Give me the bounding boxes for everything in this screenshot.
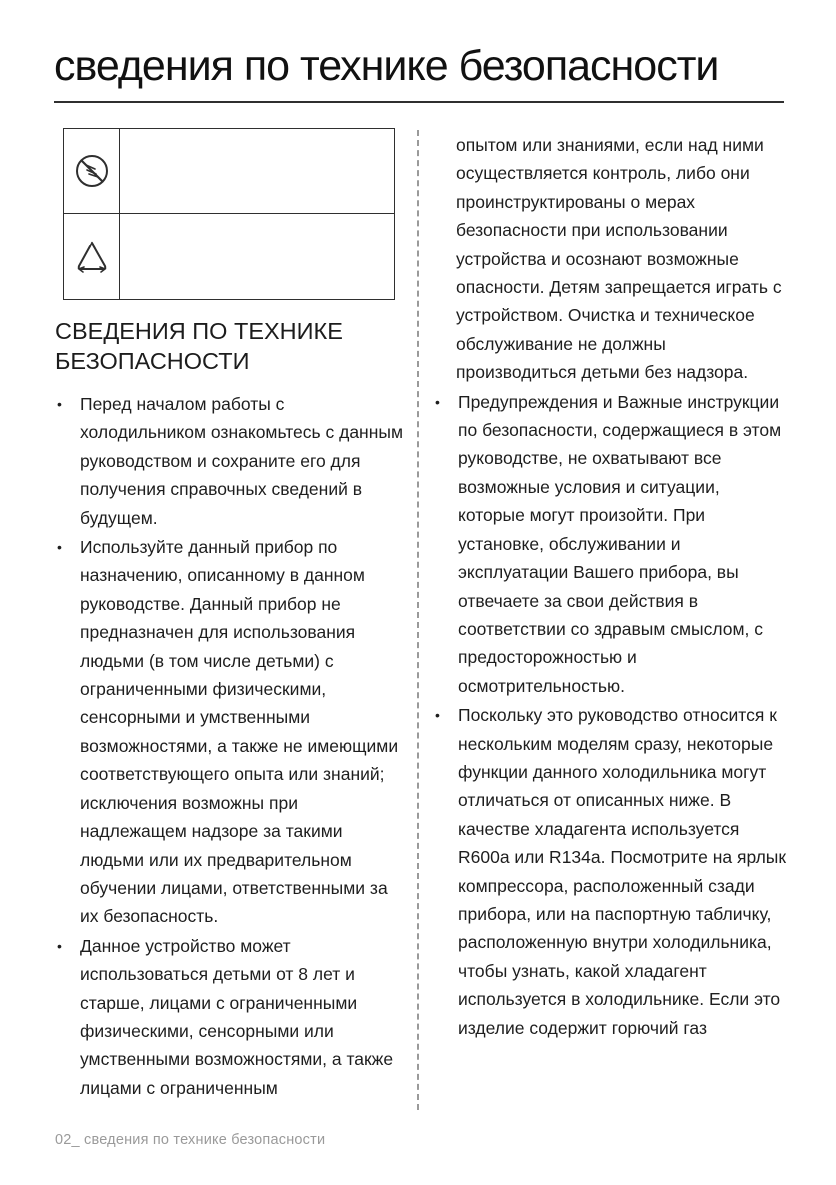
list-item — [433, 388, 789, 700]
bullet-marker: • — [57, 396, 62, 412]
symbol-cell-1 — [64, 129, 120, 214]
bullet-marker: • — [57, 539, 62, 556]
symbol-cell-2 — [64, 214, 120, 299]
section-heading: СВЕДЕНИЯ ПО ТЕХНИКЕ БЕЗОПАСНОСТИ — [55, 318, 343, 374]
list-item-text: Предупреждения и Важные инструкции по безопасности, содержащиеся в этом руководстве, не охватывают все возможные условия и ситуации, которые могут произойти. При установке, обслуживании и эксплуатации Вашего прибора, вы отвечаете за свои действия в соответствии со здравым смыслом, с предосторожностью и осмотрительностью. — [458, 391, 782, 696]
list-item — [55, 932, 405, 1102]
symbol-text-2 — [120, 214, 394, 299]
continuation-text: опытом или знаниями, если над ними осуществляется контроль, либо они проинструктированы о мерах безопасности при использовании устройства и осознают возможные опасности. Детям запрещается играть с устройством. Очистка и техническое обслуживание не должны производиться детьми без надзора. — [456, 135, 782, 383]
recycle-triangle-icon — [70, 236, 114, 278]
symbol-text-1 — [120, 129, 394, 214]
no-disassemble-prohibition-icon — [71, 150, 113, 192]
bullet-marker: • — [435, 393, 440, 410]
page-title: сведения по технике безопасности — [54, 42, 784, 103]
list-item-text: Перед началом работы с холодильником ознакомьтесь с данным руководством и сохраните его для получения справочных сведений в будущем. — [80, 394, 403, 528]
safety-symbols-table — [63, 128, 395, 300]
list-item — [55, 533, 405, 931]
bullet-marker: • — [435, 707, 440, 724]
right-column — [433, 131, 789, 1043]
list-item-text: Используйте данный прибор по назначению, описанному в данном руководстве. Данный прибор не предназначен для использования людьми (в том числе детьми) с ограниченными физическими, сенсорными и умственными возможностями, а также не имеющими соответствующего опыта или знаний; исключения возможны при надлежащем надзоре за такими людьми или их предварительном обучении лицами, ответственными за их безопасность. — [80, 537, 399, 927]
continuation-paragraph — [433, 131, 789, 387]
bullet-marker: • — [57, 937, 62, 954]
list-item — [433, 701, 789, 1042]
list-item — [55, 390, 405, 532]
left-column — [55, 316, 405, 1103]
column-divider — [417, 130, 419, 1110]
list-item-text: Поскольку это руководство относится к нескольким моделям сразу, некоторые функции данного холодильника могут отличаться от описанных ниже. В качестве хладагента используется R600a или R134a. Посмотрите на ярлык компрессора, расположенный сзади прибора, или на паспортную табличку, расположенную внутри холодильника, чтобы узнать, какой хладагент используется в холодильнике. Если это изделие содержит горючий газ — [458, 705, 787, 1038]
page-footer: 02_ сведения по технике безопасности — [55, 1132, 326, 1148]
list-item-text: Данное устройство может использоваться детьми от 8 лет и старше, лицами с ограниченными физическими, сенсорными или умственными возможностями, а также лицами с ограниченным — [80, 935, 394, 1098]
